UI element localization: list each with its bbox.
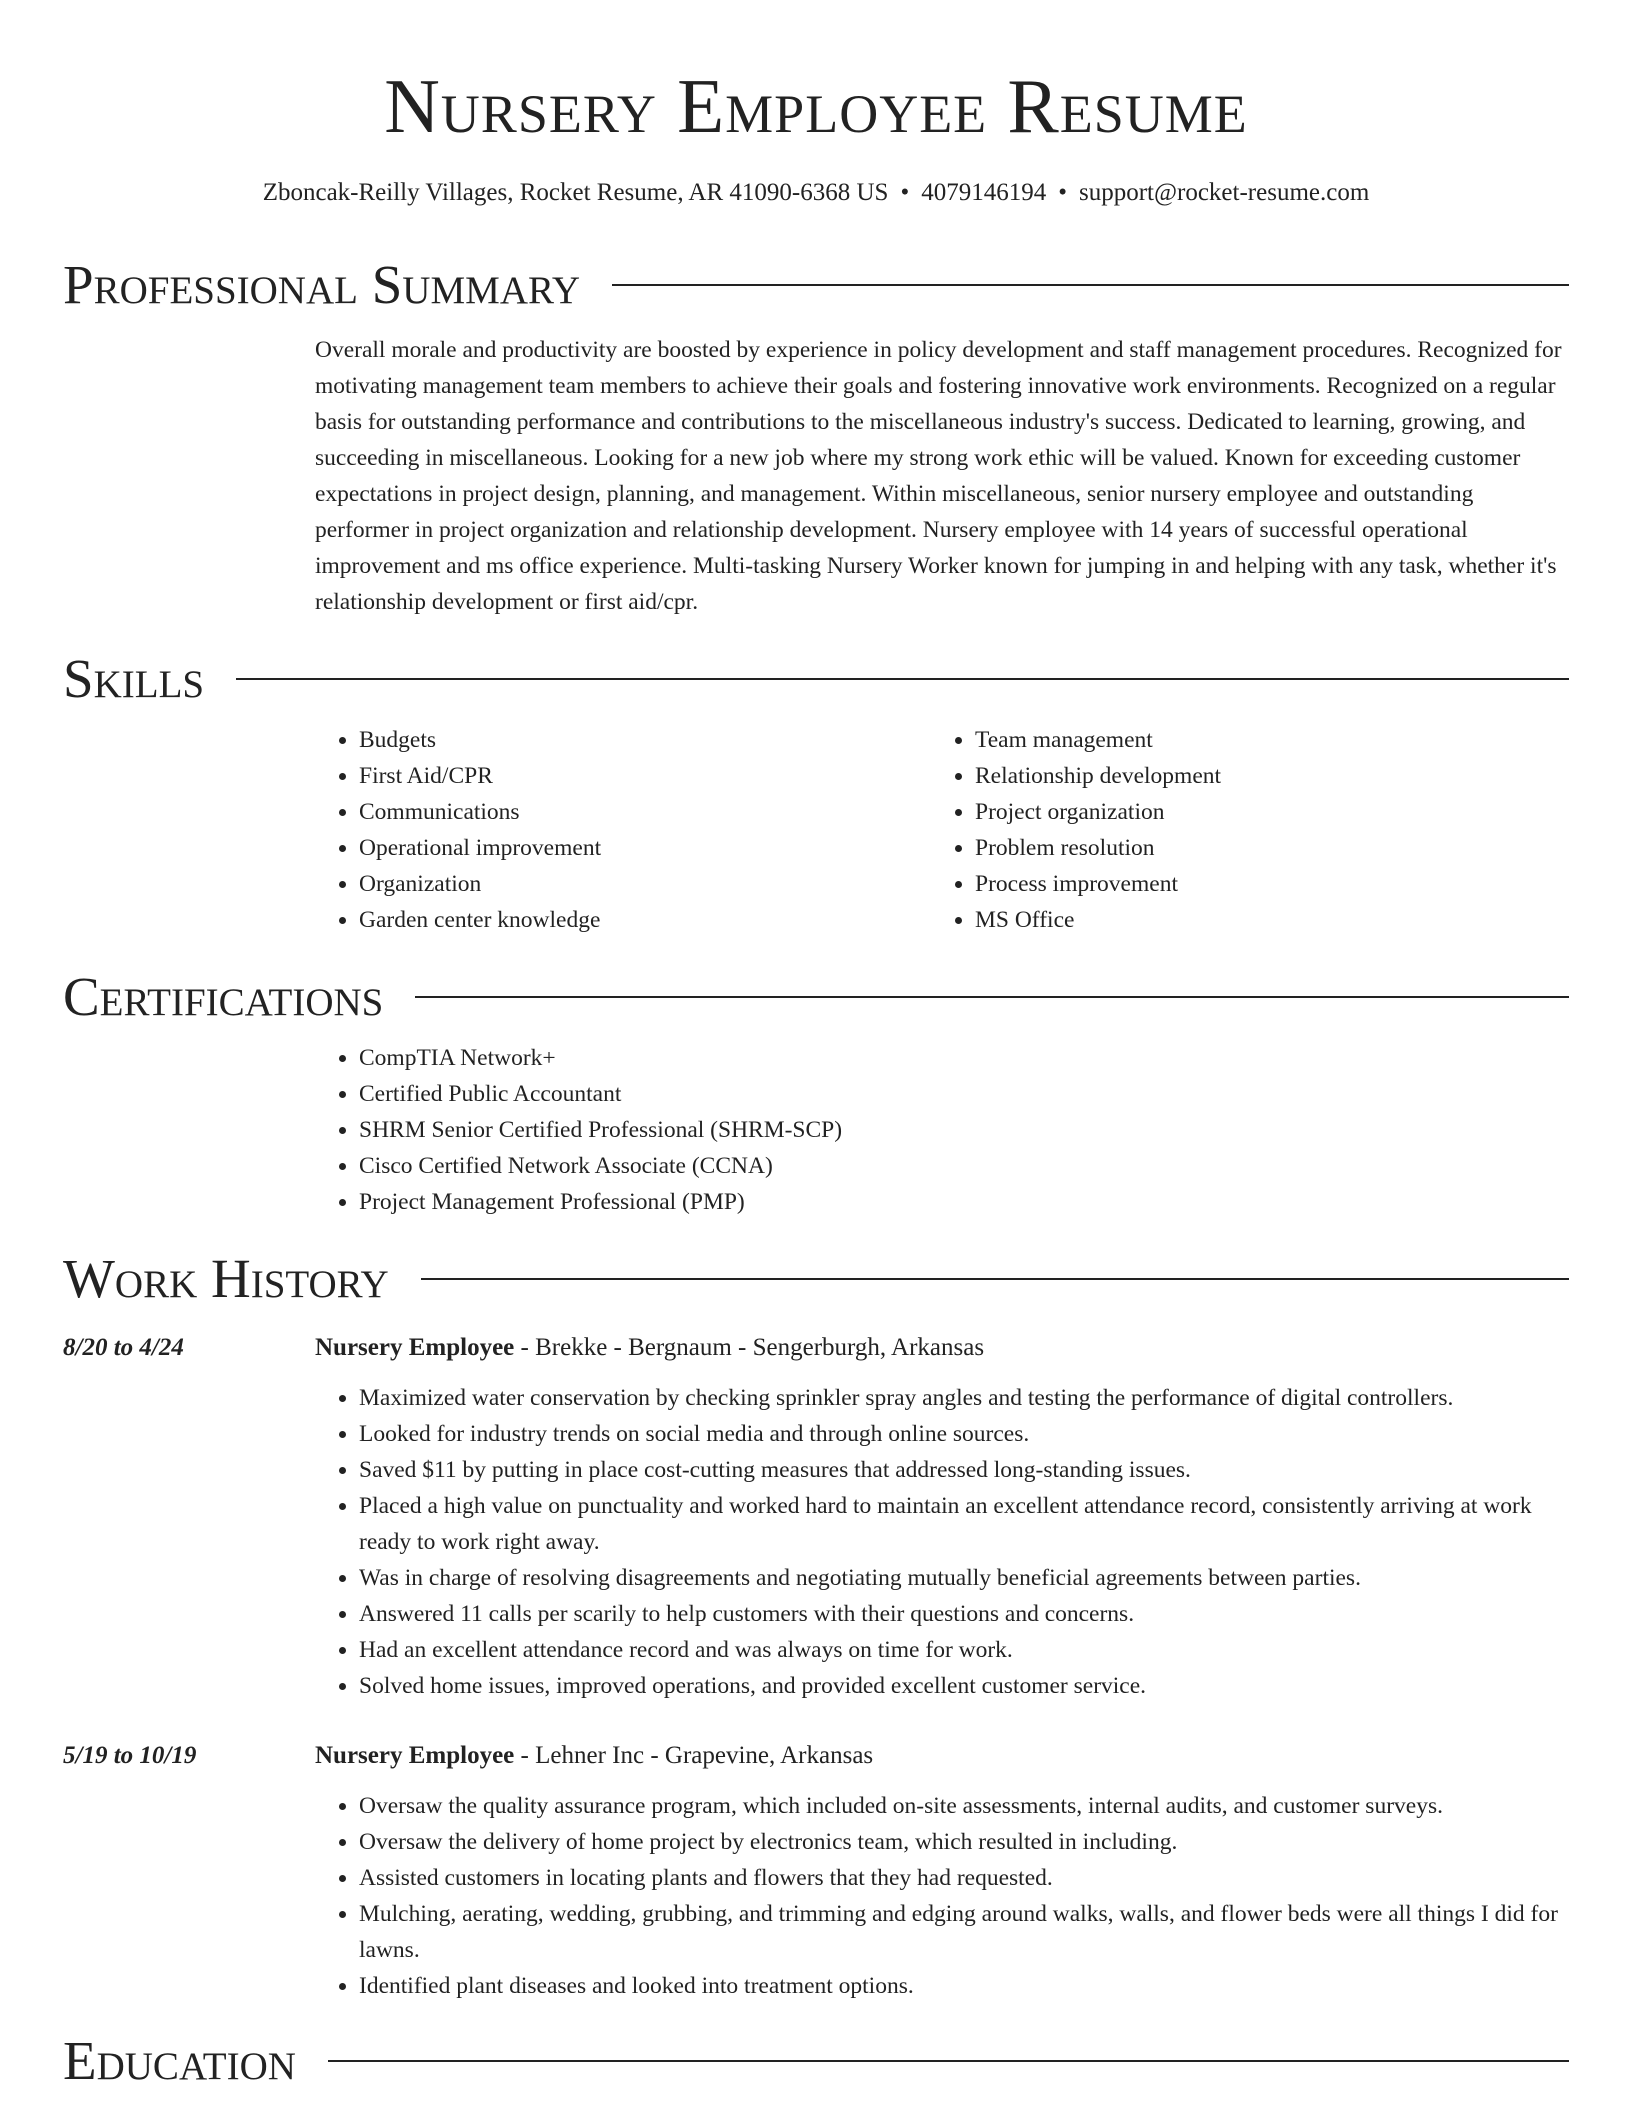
- job-employer: - Lehner Inc - Grapevine, Arkansas: [514, 1742, 874, 1769]
- job-bullet: • Assisted customers in locating plants and flowers that they had requested.: [359, 1860, 1569, 1896]
- contact-separator: •: [1058, 179, 1067, 206]
- skills-list-left: [315, 722, 931, 938]
- summary-title: Professional Summary: [63, 254, 581, 315]
- job-bullet: • Solved home issues, improved operations, and provided excellent customer service.: [359, 1668, 1569, 1704]
- job-bullet: • Placed a high value on punctuality and worked hard to maintain an excellent attendance record, consistently arriving at work ready to work right away.: [359, 1488, 1569, 1560]
- resume-title: Nursery Employee Resume: [384, 63, 1248, 149]
- certification-item: • CompTIA Network+: [359, 1040, 1569, 1076]
- job-bullet: • Oversaw the quality assurance program, which included on-site assessments, internal audits, and customer surveys.: [359, 1788, 1569, 1824]
- job-dates: 5/19 to 10/19: [63, 1742, 197, 1769]
- certifications-header: [63, 962, 1569, 1032]
- job-employer: - Brekke - Bergnaum - Sengerburgh, Arkansas: [514, 1334, 985, 1361]
- work-history-title: Work History: [63, 1248, 389, 1309]
- skills-list-right: [931, 722, 1547, 938]
- summary-header: [63, 250, 1569, 320]
- skill-item: • Organization: [359, 866, 931, 902]
- job-bullet: • Mulching, aerating, wedding, grubbing, and trimming and edging around walks, walls, and flower beds were all things I did for lawns.: [359, 1896, 1569, 1968]
- contact-separator: •: [900, 179, 910, 206]
- job-bullet: • Identified plant diseases and looked into treatment options.: [359, 1968, 1569, 2004]
- skill-item: • Relationship development: [975, 758, 1547, 794]
- job-title: Nursery Employee: [315, 1334, 515, 1361]
- work-history-section: [63, 1244, 1569, 2004]
- contact-email: support@rocket-resume.com: [1078, 179, 1370, 206]
- skill-item: • Communications: [359, 794, 931, 830]
- job-entry: [63, 1330, 1569, 1704]
- job-bullet: • Looked for industry trends on social media and through online sources.: [359, 1416, 1569, 1452]
- job-bullet: • Oversaw the delivery of home project by electronics team, which resulted in including.: [359, 1824, 1569, 1860]
- skill-item: • Budgets: [359, 722, 931, 758]
- job-header: [63, 1738, 1569, 1774]
- job-bullets: [315, 1380, 1569, 1704]
- job-bullet: • Saved $11 by putting in place cost-cutting measures that addressed long-standing issues.: [359, 1452, 1569, 1488]
- education-title: Education: [63, 2030, 296, 2091]
- job-dates: 8/20 to 4/24: [63, 1334, 184, 1361]
- job-bullet: • Answered 11 calls per scarily to help customers with their questions and concerns.: [359, 1596, 1569, 1632]
- certification-item: • Certified Public Accountant: [359, 1076, 1569, 1112]
- job-header: [63, 1330, 1569, 1366]
- skill-item: • Process improvement: [975, 866, 1547, 902]
- section-divider: [612, 284, 1569, 286]
- skill-item: • Project organization: [975, 794, 1547, 830]
- certifications-section: [63, 962, 1569, 1220]
- contact-phone: 4079146194: [921, 179, 1047, 206]
- section-divider: [421, 1278, 1569, 1280]
- summary-section: [63, 250, 1569, 620]
- skill-item: • First Aid/CPR: [359, 758, 931, 794]
- skill-item: • MS Office: [975, 902, 1547, 938]
- skill-item: • Team management: [975, 722, 1547, 758]
- education-section: [63, 2026, 1569, 2096]
- skills-header: [63, 644, 1569, 714]
- job-bullet: • Was in charge of resolving disagreements and negotiating mutually beneficial agreements between parties.: [359, 1560, 1569, 1596]
- skills-title: Skills: [63, 648, 205, 709]
- section-divider: [415, 996, 1569, 998]
- education-header: [63, 2026, 1569, 2096]
- job-bullets: [315, 1788, 1569, 2004]
- certifications-list: [315, 1040, 1569, 1220]
- summary-text: Overall morale and productivity are boosted by experience in policy development and staff management procedures. Recognized for motivating management team members to achieve their goals and fostering innovative work environments. Recognized on a regular basis for outstanding performance and contributions to the miscellaneous industry's success. Dedicated to learning, growing, and succeeding in miscellaneous. Looking for a new job where my strong work ethic will be valued. Known for exceeding customer expectations in project design, planning, and management. Within miscellaneous, senior nursery employee and outstanding performer in project organization and relationship development. Nursery employee with 14 years of successful operational improvement and ms office experience. Multi-tasking Nursery Worker known for jumping in and helping with any task, whether it's relationship development or first aid/cpr.: [315, 337, 1562, 615]
- job-title: Nursery Employee: [315, 1742, 515, 1769]
- section-divider: [236, 678, 1569, 680]
- certification-item: • Cisco Certified Network Associate (CCNA): [359, 1148, 1569, 1184]
- certification-item: • Project Management Professional (PMP): [359, 1184, 1569, 1220]
- job-entry: [63, 1738, 1569, 2004]
- certification-item: • SHRM Senior Certified Professional (SHRM-SCP): [359, 1112, 1569, 1148]
- skills-section: [63, 644, 1569, 938]
- work-history-header: [63, 1244, 1569, 1314]
- job-bullet: • Maximized water conservation by checking sprinkler spray angles and testing the performance of digital controllers.: [359, 1380, 1569, 1416]
- contact-address: Zboncak-Reilly Villages, Rocket Resume, AR 41090-6368 US: [262, 179, 889, 206]
- contact-line: [63, 176, 1569, 210]
- skill-item: • Operational improvement: [359, 830, 931, 866]
- job-bullet: • Had an excellent attendance record and was always on time for work.: [359, 1632, 1569, 1668]
- skill-item: • Garden center knowledge: [359, 902, 931, 938]
- certifications-title: Certifications: [63, 966, 384, 1027]
- skill-item: • Problem resolution: [975, 830, 1547, 866]
- section-divider: [328, 2060, 1569, 2062]
